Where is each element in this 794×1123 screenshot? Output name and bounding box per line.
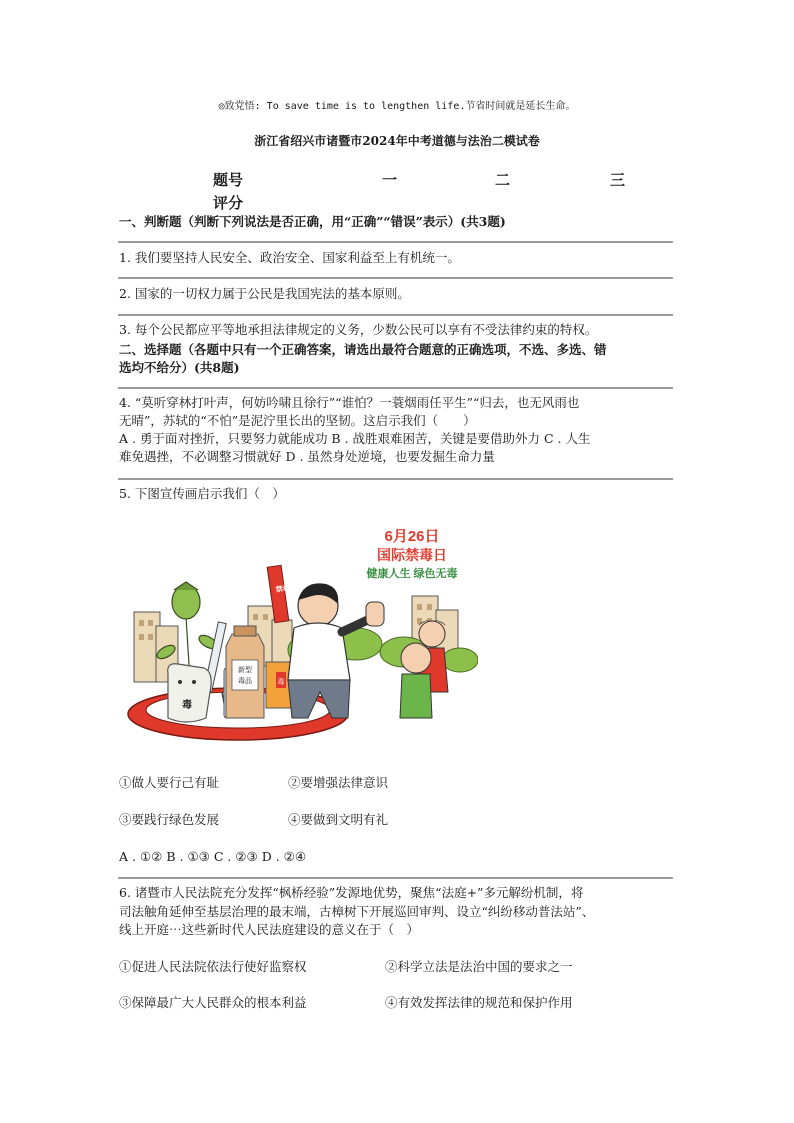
question-6-line3: 线上开庭⋯这些新时代人民法庭建设的意义在于（ ） xyxy=(119,922,420,937)
motto-line: ◎致党悟: To save time is to lengthen life.节省时间就是延长生命。 xyxy=(218,101,576,112)
svg-text:毒: 毒 xyxy=(182,700,192,711)
svg-text:毒: 毒 xyxy=(277,678,285,686)
poster-date: 6月26日 xyxy=(384,528,440,545)
q6-option-3: ③保障最广大人民群众的根本利益 xyxy=(119,995,307,1010)
question-4-options-line2: 难免遇挫，不必调整习惯就好 D . 虽然身处逆境，也要发掘生命力量 xyxy=(119,449,495,464)
score-row-label-score: 评分 xyxy=(213,194,244,212)
poster-slogan: 健康人生 绿色无毒 xyxy=(366,568,458,580)
poster-event: 国际禁毒日 xyxy=(377,547,447,563)
drug-bag-icon xyxy=(168,664,211,722)
question-4-line2: 无晴”，苏轼的“不怕”是泥泞里长出的坚韧。这启示我们（ ） xyxy=(119,413,476,428)
anti-drug-poster xyxy=(126,522,478,744)
question-5-stem: 5. 下图宣传画启示我们（ ） xyxy=(119,486,285,501)
q6-option-1: ①促进人民法院依法行使好监察权 xyxy=(119,959,307,974)
new-drug-jar-icon xyxy=(226,626,264,718)
q6-option-4: ④有效发挥法律的规范和保护作用 xyxy=(385,995,573,1010)
score-row-label-number: 题号 xyxy=(213,171,244,189)
divider xyxy=(118,478,673,480)
divider xyxy=(118,387,673,389)
q5-option-1: ①做人要行己有耻 xyxy=(119,775,220,790)
question-2: 2. 国家的一切权力属于公民是我国宪法的基本原则。 xyxy=(119,286,410,301)
q5-option-2: ②要增强法律意识 xyxy=(288,775,389,790)
score-col-3: 三 xyxy=(610,171,626,189)
section2-heading-line1: 二、选择题（各题中只有一个正确答案，请选出最符合题意的正确选项，不选、多选、错 xyxy=(119,342,607,357)
question-6-line2: 司法触角延伸至基层治理的最末端，古樟树下开展巡回审判、设立“纠纷移动普法站”、 xyxy=(119,904,595,919)
svg-text:毒品: 毒品 xyxy=(238,677,252,685)
question-6-line1: 6. 诸暨市人民法院充分发挥“枫桥经验”发源地优势，聚焦“法庭+”多元解纷机制，将 xyxy=(119,885,584,900)
q5-answer-choices: A . ①② B . ①③ C . ②③ D . ②④ xyxy=(119,849,307,864)
question-4-options-line1: A . 勇于面对挫折，只要努力就能成功 B . 战胜艰难困苦，关键是要借助外力 C . 人生 xyxy=(119,431,591,446)
svg-text:禁毒: 禁毒 xyxy=(275,584,291,594)
q5-option-4: ④要做到文明有礼 xyxy=(288,812,389,827)
section1-heading: 一、判断题（判断下列说法是否正确，用“正确”“错误”表示）(共3题) xyxy=(119,214,506,229)
divider xyxy=(118,314,673,316)
question-1: 1. 我们要坚持人民安全、政治安全、国家利益至上有机统一。 xyxy=(119,250,460,265)
score-col-1: 一 xyxy=(382,171,398,189)
q5-option-3: ③要践行绿色发展 xyxy=(119,812,220,827)
svg-text:新型: 新型 xyxy=(238,666,252,674)
divider xyxy=(118,877,673,879)
question-4-line1: 4. “莫听穿林打叶声，何妨吟啸且徐行”“谁怕？一蓑烟雨任平生”“归去，也无风雨也 xyxy=(119,395,580,410)
q6-option-2: ②科学立法是法治中国的要求之一 xyxy=(385,959,573,974)
exam-title: 浙江省绍兴市诸暨市2024年中考道德与法治二模试卷 xyxy=(254,134,540,148)
score-col-2: 二 xyxy=(495,171,511,189)
children-figures xyxy=(400,620,448,718)
divider xyxy=(118,241,673,243)
question-3: 3. 每个公民都应平等地承担法律规定的义务，少数公民可以享有不受法律约束的特权。 xyxy=(119,322,598,337)
section2-heading-line2: 选均不给分）(共8题) xyxy=(119,360,240,375)
divider xyxy=(118,277,673,279)
